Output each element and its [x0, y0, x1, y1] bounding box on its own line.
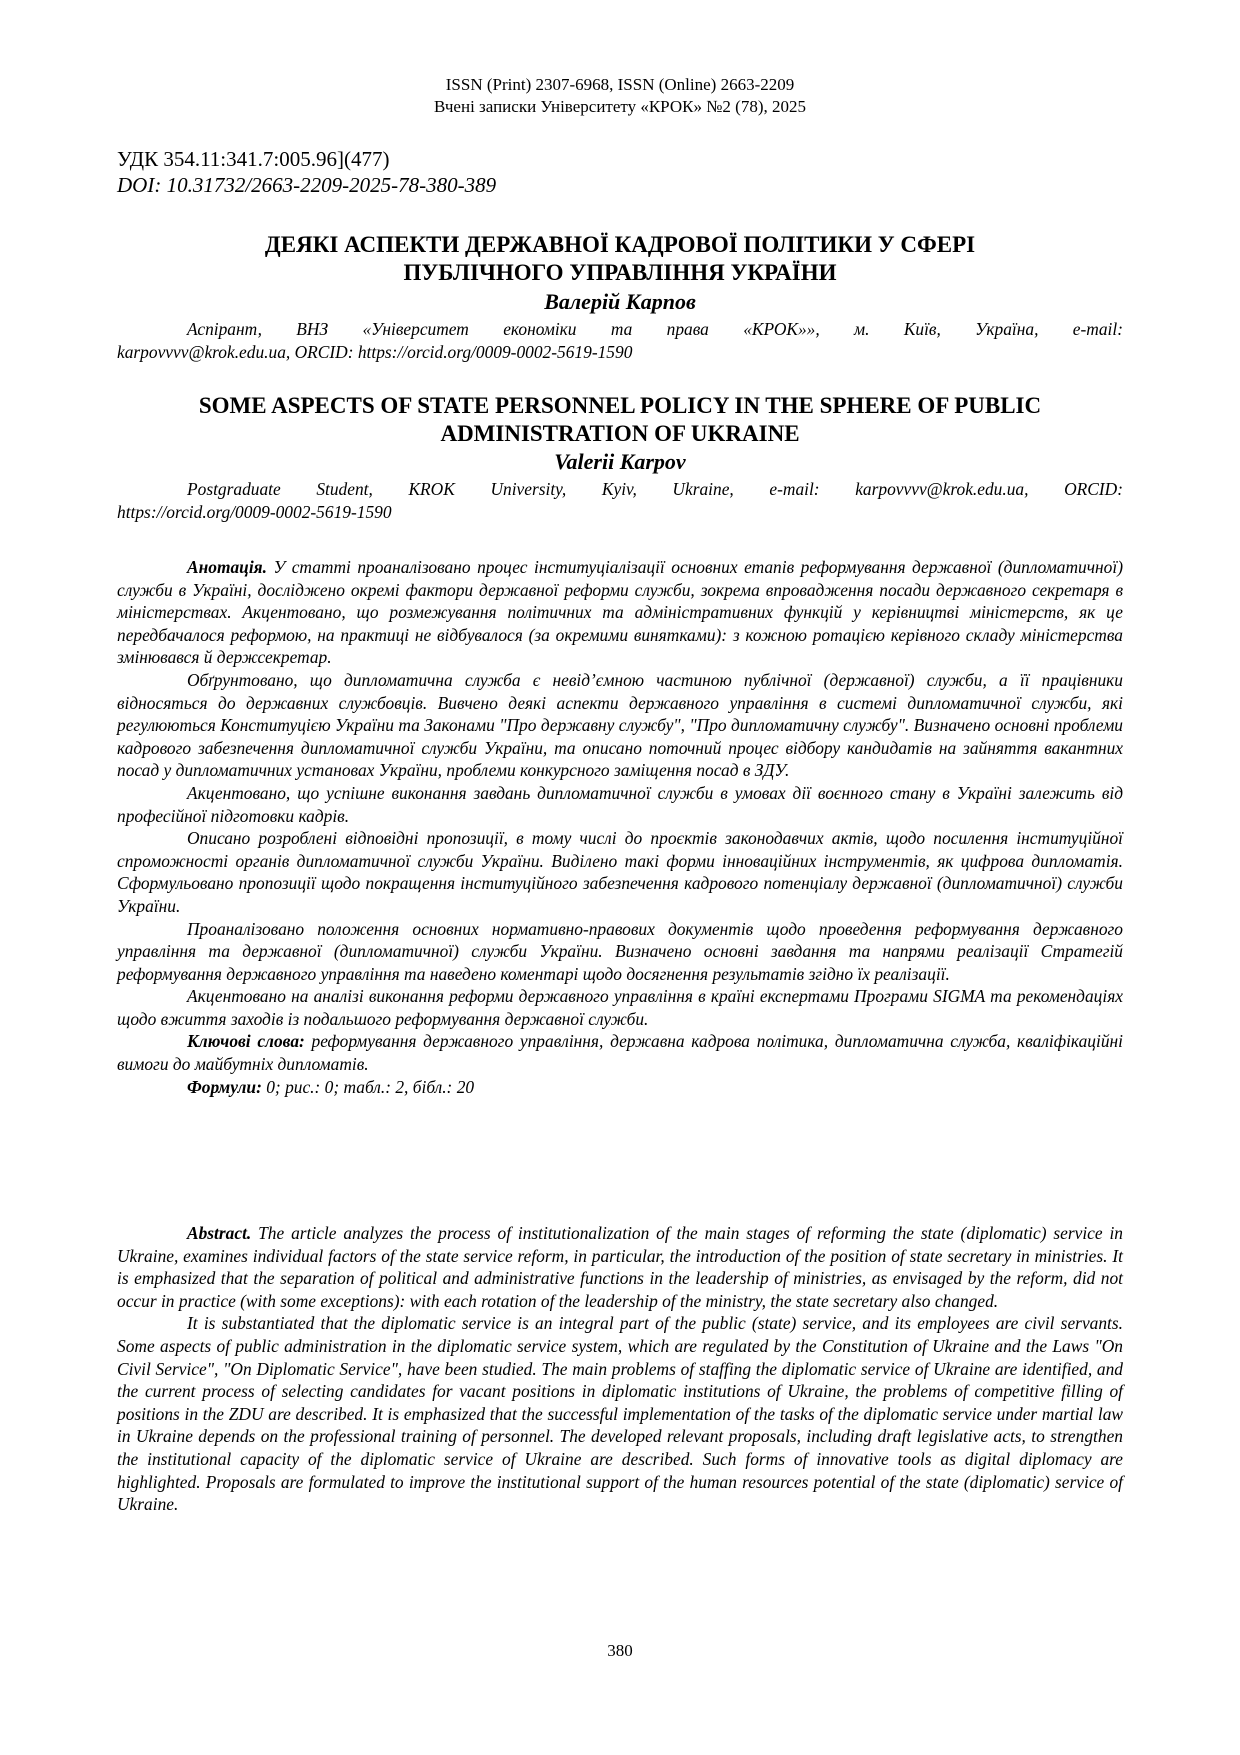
keywords-label: Ключові слова:: [187, 1031, 305, 1052]
formulas-label: Формули:: [187, 1076, 262, 1097]
annotation-paragraph: Описано розроблені відповідні пропозиції, в тому числі до проєктів законодавчих актів, щодо посилення інституційної спроможності органів дипломатичної служби України. Виділено такі форми інноваційних інструментів, як цифрова дипломатія. Сформульовано пропозиції щодо покращення інституційного забезпечення кадрового потенціалу державної (дипломатичної) служби України.: [117, 828, 1123, 916]
abstract-paragraph: It is substantiated that the diplomatic service is an integral part of the public (state) service, and its employees are civil servants. Some aspects of public administration in the diplomatic service system, which are regulated by the Constitution of Ukraine and the Laws "On Civil Service", "On Diplomatic Service", have been studied. The main problems of staffing the diplomatic service of Ukraine are identified, and the current process of selecting candidates for vacant positions in diplomatic institutions of Ukraine, the problems of competitive filling of positions in the ZDU are described. It is emphasized that the successful implementation of the tasks of the diplomatic service under martial law in Ukraine depends on the professional training of personnel. The developed relevant proposals, including draft legislative acts, to strengthen the institutional capacity of the diplomatic service of Ukraine are described. Such forms of innovative tools as digital diplomacy are highlighted. Proposals are formulated to improve the institutional support of the human resources potential of the state (diplomatic) service of Ukraine.: [117, 1313, 1123, 1515]
ua-affiliation-line1: Аспірант, ВНЗ «Університет економіки та права «КРОК»», м. Київ, Україна, e-mail:: [187, 319, 1123, 339]
annotation-paragraph: Анотація. У статті проаналізовано процес інституціалізації основних етапів реформування державної (дипломатичної) служби в Україні, досліджено окремі фактори державної реформи служби, зокрема впровадження посади державного секретаря в міністерствах. Акцентовано, що розмежування політичних та адміністративних функцій у керівництві міністерств, як це передбачалося реформою, на практиці не відбувалося (за окремими винятками): з кожною ротацією керівного складу міністерства змінювався й держсекретар.: [117, 557, 1123, 668]
doi: DOI: 10.31732/2663-2209-2025-78-380-389: [117, 173, 497, 197]
annotation-section: [117, 556, 1123, 1098]
annotation-paragraph: Проаналізовано положення основних нормативно-правових документів щодо проведення реформування державного управління та державної (дипломатичної) служби України. Визначено основні завдання та напрями реалізації Стратегій реформування державного управління та наведено коментарі щодо досягнення результатів згідно їх реалізації.: [117, 918, 1123, 984]
ua-author: Валерій Карпов: [544, 289, 696, 314]
en-title-line1: SOME ASPECTS OF STATE PERSONNEL POLICY IN THE SPHERE OF PUBLIC: [198, 393, 1042, 418]
keywords: Ключові слова: реформування державного управління, державна кадрова політика, дипломатична служба, кваліфікаційні вимоги до майбутніх дипломатів.: [117, 1031, 1123, 1075]
en-title-line2: ADMINISTRATION OF UKRAINE: [440, 421, 800, 446]
annotation-paragraph: Акцентовано на аналізі виконання реформи державного управління в країні експертами Програми SIGMA та рекомендаціях щодо вжиття заходів із подальшого реформування державної служби.: [117, 986, 1123, 1029]
abstract-section: [117, 1222, 1123, 1516]
annotation-label: Анотація.: [187, 557, 267, 577]
formulas-line: Формули: 0; рис.: 0; табл.: 2, бібл.: 20: [187, 1076, 475, 1097]
abstract-label: Abstract.: [187, 1223, 252, 1243]
en-author: Valerii Karpov: [554, 449, 686, 474]
abstract-paragraph: Abstract. The article analyzes the process of institutionalization of the main stages of reforming the state (diplomatic) service in Ukraine, examines individual factors of the state service reform, in particular, the introduction of the position of state secretary in ministries. It is emphasized that the separation of political and administrative functions in the leadership of ministries, as envisaged by the reform, did not occur in practice (with some exceptions): with each rotation of the leadership of the ministry, the state secretary also changed.: [117, 1223, 1123, 1311]
ua-affiliation-line2: karpovvvv@krok.edu.ua, ORCID: https://orcid.org/0009-0002-5619-1590: [117, 342, 633, 362]
en-affiliation-line1: Postgraduate Student, KROK University, Kyiv, Ukraine, e-mail: karpovvvv@krok.edu.ua, ORCID:: [187, 479, 1123, 499]
page-number: 380: [607, 1641, 633, 1660]
ua-title-line1: ДЕЯКІ АСПЕКТИ ДЕРЖАВНОЇ КАДРОВОЇ ПОЛІТИКИ У СФЕРІ: [264, 232, 976, 257]
annotation-paragraph: Акцентовано, що успішне виконання завдань дипломатичної служби в умовах дії воєнного стану в Україні залежить від професійної підготовки кадрів.: [117, 782, 1123, 826]
en-affiliation-line2: https://orcid.org/0009-0002-5619-1590: [117, 502, 392, 522]
annotation-paragraph: Обґрунтовано, що дипломатична служба є невід’ємною частиною публічної (державної) служби, а її працівники відносяться до державних службовців. Вивчено деякі аспекти державного управління в системі дипломатичної служби, які регулюються Конституцією України та Законами "Про державну службу", "Про дипломатичну службу". Визначено основні проблеми кадрового забезпечення дипломатичної служби України, та описано поточний процес відбору кандидатів на зайняття вакантних посад у дипломатичних установах України, проблеми конкурсного заміщення посад в ЗДУ.: [117, 669, 1123, 781]
ua-affiliation: [117, 318, 1123, 364]
ua-title-line2: ПУБЛІЧНОГО УПРАВЛІННЯ УКРАЇНИ: [403, 260, 837, 285]
issn-line: ISSN (Print) 2307-6968, ISSN (Online) 2663-2209: [445, 75, 795, 94]
journal-line: Вчені записки Університету «КРОК» №2 (78), 2025: [433, 97, 807, 116]
en-affiliation: [117, 478, 1123, 524]
udk-code: УДК 354.11:341.7:005.96](477): [117, 147, 390, 171]
